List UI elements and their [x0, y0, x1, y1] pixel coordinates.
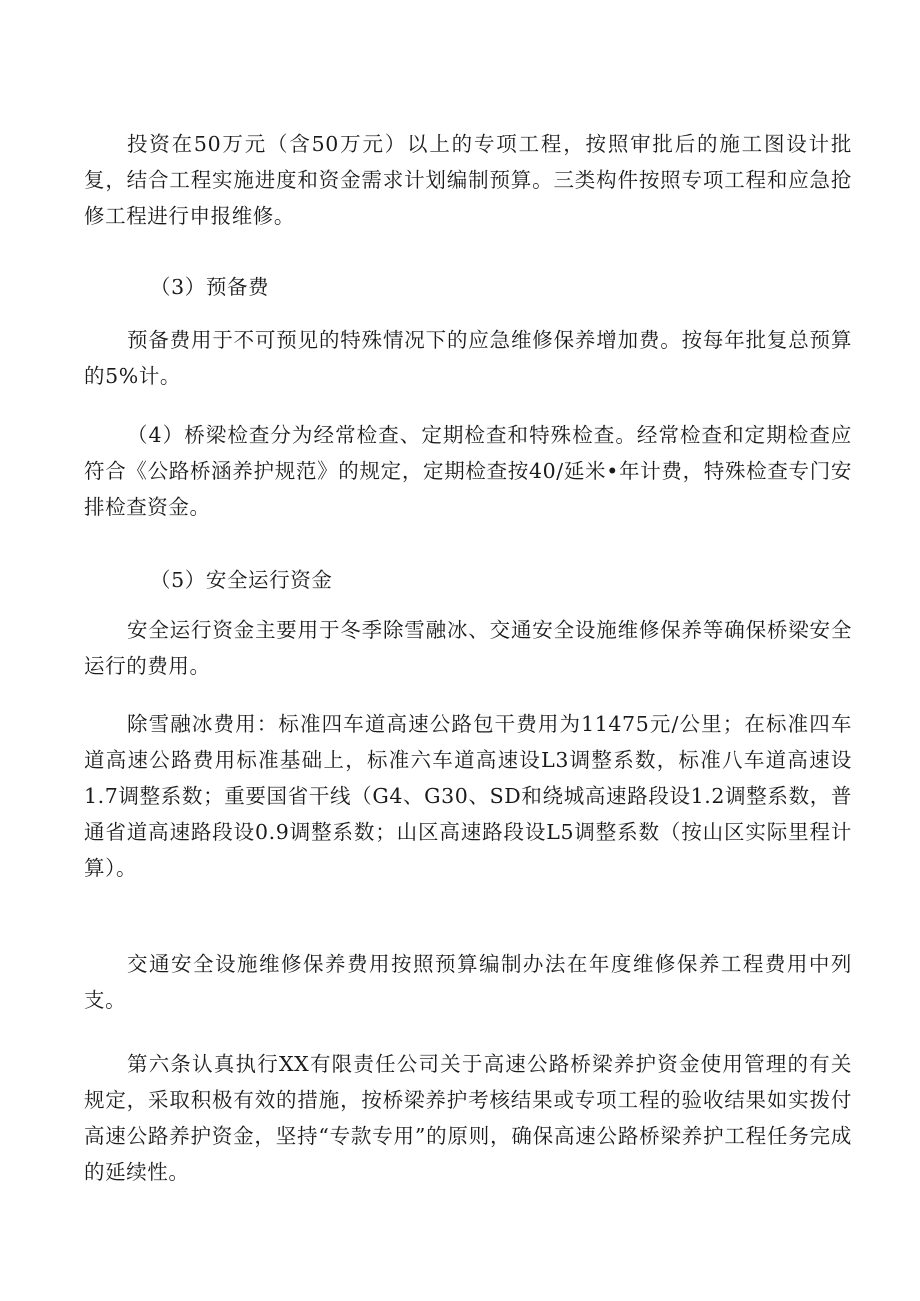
paragraph-snow-removal: 除雪融冰费用：标准四车道高速公路包干费用为11475元/公里；在标准四车道高速公路费用标准基础上，标准六车道高速设L3调整系数，标准八车道高速设1.7调整系数；重要国省干线（G4、G30、SD和绕城高速路段设1.2调整系数，普通省道高速路段设0.9调整系数；山区高速路段设L5调整系数（按山区实际里程计算）。: [84, 712, 852, 880]
paragraph-safety-funds: 安全运行资金主要用于冬季除雪融冰、交通安全设施维修保养等确保桥梁安全运行的费用。: [84, 618, 852, 678]
paragraph-special-projects: 投资在50万元（含50万元）以上的专项工程，按照审批后的施工图设计批复，结合工程实施进度和资金需求计划编制预算。三类构件按照专项工程和应急抢修工程进行申报维修。: [84, 132, 852, 228]
paragraph-traffic-facilities: 交通安全设施维修保养费用按照预算编制办法在年度维修保养工程费用中列支。: [84, 952, 852, 1012]
paragraph-bridge-inspection: （4）桥梁检查分为经常检查、定期检查和特殊检查。经常检查和定期检查应符合《公路桥涵养护规范》的规定，定期检查按40/延米•年计费，特殊检查专门安排检查资金。: [84, 423, 852, 519]
heading-safety-funds: （5）安全运行资金: [150, 568, 333, 592]
paragraph-article-six: 第六条认真执行XX有限责任公司关于高速公路桥梁养护资金使用管理的有关规定，采取积极有效的措施，按桥梁养护考核结果或专项工程的验收结果如实拨付高速公路养护资金，坚持“专款专用”的原则，确保高速公路桥梁养护工程任务完成的延续性。: [84, 1052, 852, 1184]
heading-reserve-fee: （3）预备费: [150, 275, 270, 299]
paragraph-reserve-fee: 预备费用于不可预见的特殊情况下的应急维修保养增加费。按每年批复总预算的5%计。: [84, 328, 852, 388]
